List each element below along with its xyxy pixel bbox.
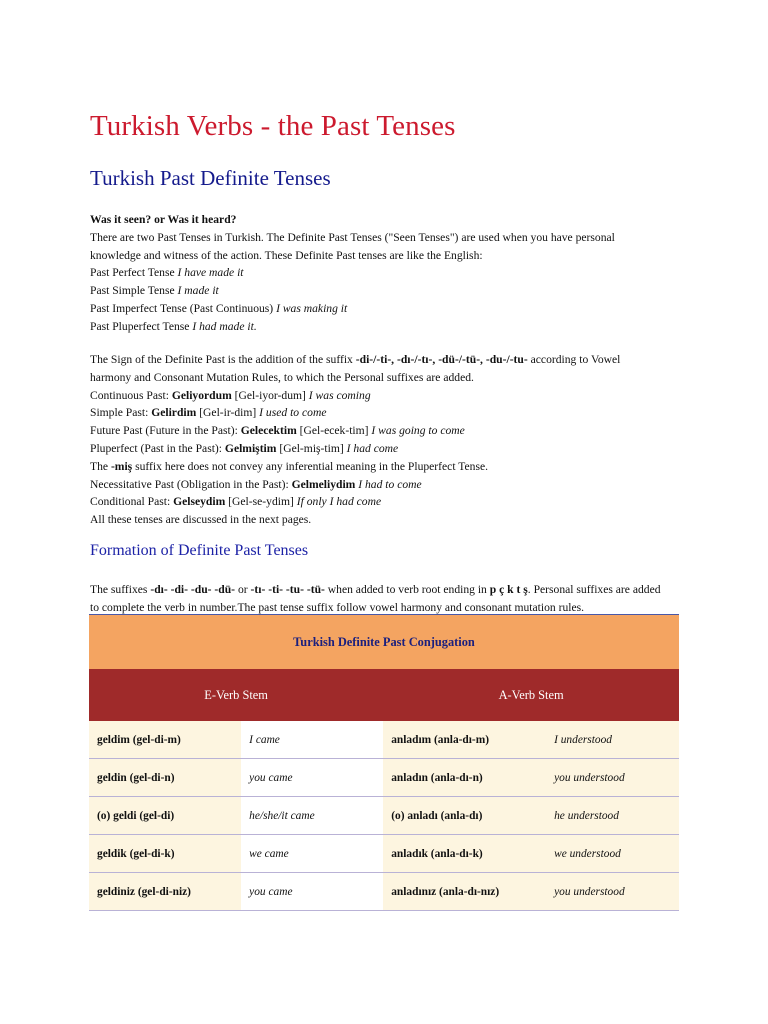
conjugation-table <box>89 614 679 911</box>
mis-note-line: The -miş suffix here does not convey any inferential meaning in the Pluperfect Tense. <box>90 459 489 473</box>
tense-line: Past Simple Tense I made it <box>90 284 219 298</box>
table-row <box>89 835 679 873</box>
page-title: Turkish Verbs - the Past Tenses <box>90 110 456 142</box>
example-line: Necessitative Past (Obligation in the Past): Gelmeliydim I had to come <box>90 477 422 491</box>
table-row <box>89 797 679 835</box>
tense-line: Past Pluperfect Tense I had made it. <box>90 319 257 333</box>
example-line: Conditional Past: Gelseydim [Gel-se-ydim] If only I had come <box>90 495 382 509</box>
e-verb-meaning: we came <box>241 835 383 873</box>
e-verb-meaning: you came <box>241 873 383 911</box>
table-row <box>89 873 679 911</box>
e-verb-meaning: he/she/it came <box>241 797 383 835</box>
a-verb-meaning: you understood <box>546 873 679 911</box>
a-verb-form: anladınız (anla-dı-nız) <box>383 873 546 911</box>
a-verb-form: (o) anladı (anla-dı) <box>383 797 546 835</box>
example-line: Future Past (Future in the Past): Gelecektim [Gel-ecek-tim] I was going to come <box>90 424 465 438</box>
section-heading-formation: Formation of Definite Past Tenses <box>90 542 309 559</box>
intro-line: There are two Past Tenses in Turkish. The Definite Past Tenses ("Seen Tenses") are used when you have personal <box>90 230 615 244</box>
table-row <box>89 759 679 797</box>
table-title-row <box>89 615 679 670</box>
intro-line: knowledge and witness of the action. These Definite Past tenses are like the English: <box>90 248 483 262</box>
a-verb-stem-header: A-Verb Stem <box>383 669 679 721</box>
e-verb-form: geldin (gel-di-n) <box>89 759 241 797</box>
table-row <box>89 721 679 759</box>
a-verb-meaning: he understood <box>546 797 679 835</box>
table-stem-row <box>89 669 679 721</box>
formation-line: The suffixes -dı- -di- -du- -dü- or -tı- -ti- -tu- -tü- when added to verb root ending in p ç k t ş. Personal suffixes are added <box>90 583 661 596</box>
sign-line: The Sign of the Definite Past is the addition of the suffix -di-/-ti-, -dı-/-tı-, -dü-/-tü-, -du-/-tu- according to Vowel <box>90 353 621 366</box>
example-line: Continuous Past: Geliyordum [Gel-iyor-dum] I was coming <box>90 388 371 402</box>
e-verb-form: geldim (gel-di-m) <box>89 721 241 759</box>
e-verb-meaning: I came <box>241 721 383 759</box>
a-verb-form: anladın (anla-dı-n) <box>383 759 546 797</box>
a-verb-meaning: I understood <box>546 721 679 759</box>
tense-line: Past Imperfect Tense (Past Continuous) I was making it <box>90 301 348 315</box>
e-verb-form: geldik (gel-di-k) <box>89 835 241 873</box>
sign-block <box>90 351 690 529</box>
formation-block <box>90 581 690 617</box>
e-verb-stem-header: E-Verb Stem <box>89 669 383 721</box>
intro-block <box>90 211 690 336</box>
e-verb-form: geldiniz (gel-di-niz) <box>89 873 241 911</box>
tense-line: Past Perfect Tense I have made it <box>90 266 244 280</box>
a-verb-form: anladık (anla-dı-k) <box>383 835 546 873</box>
question-line: Was it seen? or Was it heard? <box>90 213 237 226</box>
example-line: Simple Past: Gelirdim [Gel-ir-dim] I used to come <box>90 406 327 420</box>
formation-line: to complete the verb in number.The past tense suffix follow vowel harmony and consonant mutation rules. <box>90 600 585 614</box>
example-line: Pluperfect (Past in the Past): Gelmiştim [Gel-miş-tim] I had come <box>90 441 399 455</box>
e-verb-meaning: you came <box>241 759 383 797</box>
a-verb-meaning: we understood <box>546 835 679 873</box>
table-title: Turkish Definite Past Conjugation <box>89 615 679 670</box>
sign-line: harmony and Consonant Mutation Rules, to which the Personal suffixes are added. <box>90 370 474 384</box>
a-verb-meaning: you understood <box>546 759 679 797</box>
closing-line: All these tenses are discussed in the next pages. <box>90 513 312 527</box>
section-heading-past-definite: Turkish Past Definite Tenses <box>90 166 331 190</box>
a-verb-form: anladım (anla-dı-m) <box>383 721 546 759</box>
e-verb-form: (o) geldi (gel-di) <box>89 797 241 835</box>
